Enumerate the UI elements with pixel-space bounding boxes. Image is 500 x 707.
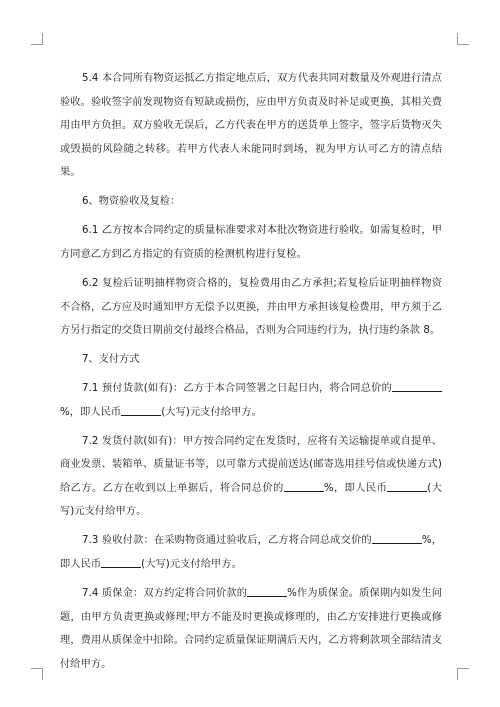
clause-7-4-text-a: 7.4 质保金：双方约定将合同价款的 [82, 588, 248, 599]
clause-6-1 [60, 219, 442, 266]
percent-blank [284, 479, 324, 492]
amount-blank [387, 479, 427, 492]
clause-7-1-text-b: %，即人民币 [60, 406, 122, 418]
clause-7-4 [60, 582, 442, 676]
clause-7-1-text-a: 7.1 预付货款(如有)：乙方于本合同签署之日起日内，将合同总价的 [82, 383, 392, 395]
clause-6-1-text: 6.1 乙方按本合同约定的质量标准要求对本批次物资进行验收。如需复检时，甲方同意乙方到乙方指定的有资质的检测机构进行复检。 [60, 225, 442, 260]
clause-7-3 [60, 529, 442, 576]
clause-7-3-text-a: 7.3 验收付款：在采购物资通过验收后，乙方将合同总成交价的 [82, 535, 372, 547]
clause-7-4-text-b: %作为质保金。质保期内如发生问题，由甲方负责更换或修理;甲方不能及时更换或修理的，由乙方安排进行更换或修理，费用从质保金中扣除。合同约定质量保证期满后天内，乙方将剩款项全部结清支付给甲方。 [60, 588, 442, 670]
clause-7-3-text-c: (大写)元支付给甲方。 [141, 559, 242, 571]
document-body [60, 67, 442, 682]
clause-7-1-text-c: (大写)元支付给甲方。 [161, 406, 262, 418]
percent-blank [247, 584, 287, 597]
crop-mark-bottom-left [31, 668, 43, 680]
clause-5-4-text: 5.4 本合同所有物资运抵乙方指定地点后，双方代表共同对数量及外观进行清点验收。验收签字前发现物资有短缺或损伤，应由甲方负责及时补足或更换，其相关费用由甲方负担。双方验收无误后，乙方代表在甲方的送货单上签字，签字后货物灭失或毁损的风险随之转移。若甲方代表人未能同时到场，视为甲方认可乙方的清点结果。 [60, 73, 442, 179]
crop-mark-top-left [31, 33, 43, 45]
amount-blank [121, 403, 161, 416]
section-heading-7 [60, 348, 442, 372]
section-heading-7-text: 7、支付方式 [82, 354, 140, 366]
percent-blank [372, 531, 422, 544]
section-heading-6-text: 6、物资验收及复检： [82, 196, 181, 208]
clause-7-2-text-a: 7.2 发货付款(如有)：甲方按合同约定在发货时，应将有关运输提单或自提单、商业发票、装箱单、质量证书等，以可靠方式提前送达(邮寄选用挂号信或快递方式)给乙方。乙方在收到以上单据后，将合同总价的 [60, 435, 442, 494]
clause-7-2-text-c: (大写)元支付给甲方。 [60, 482, 442, 518]
clause-7-2 [60, 430, 442, 524]
clause-6-2 [60, 272, 442, 343]
crop-mark-bottom-right [457, 668, 469, 680]
amount-blank [101, 555, 141, 568]
percent-blank [392, 379, 442, 392]
clause-5-4 [60, 67, 442, 185]
clause-6-2-text: 6.2 复检后证明抽样物资合格的，复检费用由乙方承担;若复检后证明抽样物资不合格，乙方应及时通知甲方无偿予以更换，并由甲方承担该复检费用，甲方须于乙方另行指定的交货日期前交付最终合格品，否则为合同违约行为，执行违约条款 8。 [60, 277, 442, 337]
section-heading-6 [60, 190, 442, 214]
clause-7-3-text-b: %，即人民币 [60, 535, 442, 571]
clause-7-2-text-b: %，即人民币 [323, 482, 388, 494]
clause-7-1 [60, 377, 442, 424]
crop-mark-top-right [457, 33, 469, 45]
